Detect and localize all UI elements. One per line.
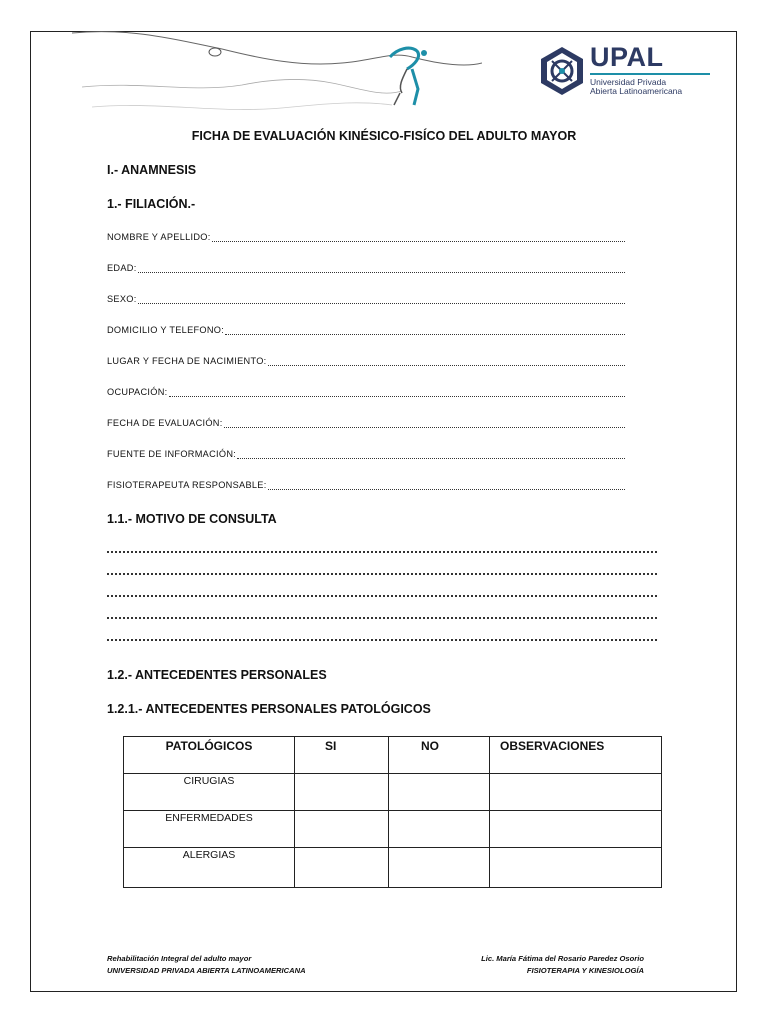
footer-left [107, 953, 306, 977]
field-ocupacion [107, 387, 625, 397]
answer-line[interactable] [107, 595, 657, 597]
field-label: FISIOTERAPEUTA RESPONSABLE: [107, 480, 267, 490]
field-label: LUGAR Y FECHA DE NACIMIENTO: [107, 356, 267, 366]
row-label: CIRUGIAS [124, 774, 295, 811]
table-header-row [124, 737, 662, 774]
footer-course: Rehabilitación Integral del adulto mayor [107, 954, 252, 963]
logo-wordmark: UPAL [590, 42, 664, 72]
upal-logo [590, 42, 710, 96]
section-filiacion: 1.- FILIACIÓN.- [107, 197, 196, 211]
field-fecha-evaluacion [107, 418, 625, 428]
field-label: DOMICILIO Y TELEFONO: [107, 325, 225, 335]
fill-line[interactable] [237, 450, 625, 459]
table-header: NO [389, 737, 490, 774]
field-fuente-informacion [107, 449, 625, 459]
fill-line[interactable] [138, 264, 625, 273]
footer-right [440, 953, 644, 977]
section-antecedentes-patologicos: 1.2.1.- ANTECEDENTES PERSONALES PATOLÓGICOS [107, 702, 431, 716]
fill-line[interactable] [224, 419, 625, 428]
field-label: SEXO: [107, 294, 137, 304]
cyclist-banner-graphic [72, 27, 482, 122]
footer-author: Lic. María Fátima del Rosario Paredez Osorio [481, 954, 644, 963]
fill-line[interactable] [169, 388, 625, 397]
logo-line-1: Universidad Privada [590, 77, 667, 87]
footer-department: FISIOTERAPIA Y KINESIOLOGÍA [526, 966, 644, 975]
fill-line[interactable] [212, 233, 625, 242]
field-edad [107, 263, 625, 273]
field-label: NOMBRE Y APELLIDO: [107, 232, 211, 242]
field-nombre [107, 232, 625, 242]
table-row [124, 811, 662, 848]
field-label: FUENTE DE INFORMACIÓN: [107, 449, 237, 459]
field-label: OCUPACIÓN: [107, 387, 168, 397]
field-label: EDAD: [107, 263, 137, 273]
table-row [124, 848, 662, 888]
cell-no[interactable] [389, 774, 490, 811]
cell-si[interactable] [295, 774, 389, 811]
table-row [124, 774, 662, 811]
answer-line[interactable] [107, 573, 657, 575]
answer-line[interactable] [107, 551, 657, 553]
cell-no[interactable] [389, 848, 490, 888]
row-label: ENFERMEDADES [124, 811, 295, 848]
cell-si[interactable] [295, 811, 389, 848]
fill-line[interactable] [138, 295, 625, 304]
footer-university: UNIVERSIDAD PRIVADA ABIERTA LATINOAMERICANA [107, 966, 306, 975]
logo-underline [590, 73, 710, 75]
field-fisioterapeuta [107, 480, 625, 490]
field-label: FECHA DE EVALUACIÓN: [107, 418, 223, 428]
document-title: FICHA DE EVALUACIÓN KINÉSICO-FISÍCO DEL ADULTO MAYOR [191, 129, 577, 143]
fill-line[interactable] [268, 481, 625, 490]
row-label: ALERGIAS [124, 848, 295, 888]
answer-line[interactable] [107, 617, 657, 619]
pathological-history-table [123, 736, 662, 888]
logo-line-2: Abierta Latinoamericana [590, 86, 683, 96]
table-header: SI [295, 737, 389, 774]
cell-observaciones[interactable] [490, 848, 662, 888]
cell-observaciones[interactable] [490, 774, 662, 811]
table-header: PATOLÓGICOS [124, 737, 295, 774]
field-domicilio [107, 325, 625, 335]
cell-si[interactable] [295, 848, 389, 888]
cell-no[interactable] [389, 811, 490, 848]
section-motivo-consulta: 1.1.- MOTIVO DE CONSULTA [107, 512, 277, 526]
cell-observaciones[interactable] [490, 811, 662, 848]
field-sexo [107, 294, 625, 304]
section-anamnesis: I.- ANAMNESIS [107, 163, 197, 177]
answer-line[interactable] [107, 639, 657, 641]
fill-line[interactable] [225, 326, 625, 335]
table-header: OBSERVACIONES [490, 737, 662, 774]
field-lugar-fecha-nacimiento [107, 356, 625, 366]
fill-line[interactable] [268, 357, 625, 366]
section-antecedentes-personales: 1.2.- ANTECEDENTES PERSONALES [107, 668, 327, 682]
